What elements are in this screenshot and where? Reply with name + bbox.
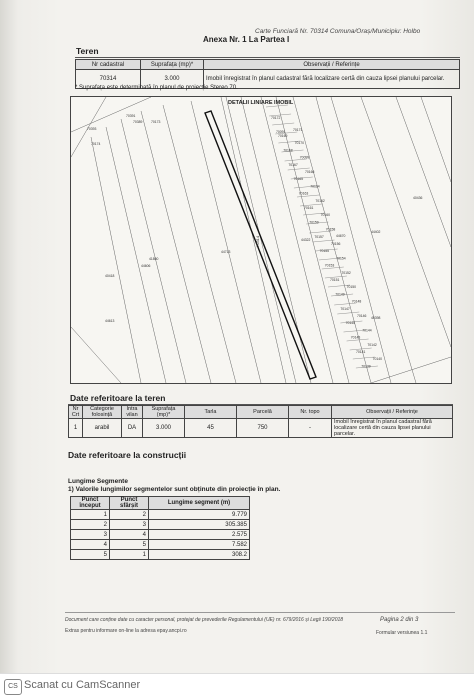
seg-col-length: Lungime segment (m) xyxy=(149,497,250,510)
parcel-label: 70166 xyxy=(305,170,315,174)
parcel-label: 70160 xyxy=(320,213,331,218)
tr-topo: - xyxy=(289,419,332,438)
segment-start: 4 xyxy=(71,540,110,550)
tr-col-intravilan: Intra vilan xyxy=(122,406,143,419)
parcel-label: 70156 xyxy=(331,242,341,246)
parcel-label: 70146 xyxy=(357,314,367,318)
parcel-label: 70150 xyxy=(346,285,357,290)
parcel-label: 70151 xyxy=(330,278,340,282)
parcel-label: 70099 xyxy=(299,155,310,160)
parcel-label: 70172 xyxy=(271,116,281,120)
segment-start: 3 xyxy=(71,530,110,540)
segment-row xyxy=(71,510,250,520)
parcel-label: 70162 xyxy=(315,198,325,203)
parcel-label: 44613 xyxy=(105,319,115,323)
tr-col-tarla: Tarla xyxy=(185,406,237,419)
segmente-table xyxy=(70,496,250,560)
parcel-label: 70159 xyxy=(309,220,319,225)
seg-col-end: Punct sfârșit xyxy=(110,497,149,510)
parcel-label: 70140 xyxy=(372,357,383,362)
tr-col-observatii: Observații / Referințe xyxy=(332,406,453,419)
segment-end: 1 xyxy=(110,550,149,560)
segment-length: 2.575 xyxy=(149,530,250,540)
segment-row xyxy=(71,530,250,540)
segment-length: 305.385 xyxy=(149,520,250,530)
teren-suprafata: 3.000 xyxy=(141,70,204,89)
parcel-map-drawing xyxy=(71,97,451,383)
segment-end: 5 xyxy=(110,540,149,550)
tr-col-suprafata: Suprafața (mp)* xyxy=(143,406,185,419)
segment-row xyxy=(71,550,250,560)
parcel-label: 70149 xyxy=(335,292,345,297)
segmente-title: Lungime Segmente xyxy=(68,478,128,485)
parcel-label: 70142 xyxy=(367,342,377,347)
parcel-label: 70393 xyxy=(87,127,97,131)
anexa-title: Anexa Nr. 1 La Partea I xyxy=(203,35,290,44)
parcel-label: 70157 xyxy=(314,234,324,239)
parcel-label: 70173 xyxy=(151,120,161,124)
tr-intravilan: DA xyxy=(122,419,143,438)
teren-title: Teren xyxy=(76,46,99,56)
parcel-label: 70164 xyxy=(310,184,320,189)
segmente-subtitle: 1) Valorile lungimilor segmentelor sunt obținute din proiecție în plan. xyxy=(68,486,281,493)
parcel-label: 70141 xyxy=(356,350,366,354)
parcel-label: 70147 xyxy=(340,306,350,311)
segment-start: 1 xyxy=(71,510,110,520)
footer-version: Formular versiunea 1.1 xyxy=(376,630,428,636)
parcel-map xyxy=(70,96,452,384)
segment-length: 308.2 xyxy=(149,550,250,560)
tr-parcela: 750 xyxy=(237,419,289,438)
parcel-label: 70153 xyxy=(324,263,335,268)
segment-end: 2 xyxy=(110,510,149,520)
parcel-label: 40436 xyxy=(413,196,423,200)
carte-funciara-header: Carte Funciară Nr. 70314 Comuna/Oraș/Municipiu: Holbo xyxy=(255,28,421,35)
parcel-label: 70091 xyxy=(276,130,286,134)
teren-col-nr: Nr cadastral xyxy=(76,60,141,70)
segment-row xyxy=(71,520,250,530)
segment-start: 2 xyxy=(71,520,110,530)
tr-col-topo: Nr. topo xyxy=(289,406,332,419)
teren-col-observatii: Observații / Referințe xyxy=(204,60,460,70)
teren-rule xyxy=(75,57,460,58)
parcel-label: 70163 xyxy=(298,191,309,196)
parcel-label: 70170 xyxy=(294,141,305,146)
parcel-label: 70169 xyxy=(278,134,288,138)
teren-ref-title: Date referitoare la teren xyxy=(70,393,166,403)
parcel-label: 70174 xyxy=(91,142,101,146)
teren-ref-table xyxy=(68,405,453,438)
parcel-label: 44402 xyxy=(371,230,381,234)
parcel-label: 70389 xyxy=(133,120,143,124)
parcel-label: 44713 xyxy=(221,250,231,254)
parcel-label: 44670 xyxy=(336,234,346,238)
parcel-label: 70143 xyxy=(350,335,361,340)
parcel-label: 70145 xyxy=(345,321,356,326)
constructii-title: Date referitoare la construcții xyxy=(68,450,187,460)
tr-nr: 1 xyxy=(69,419,83,438)
tr-suprafata: 3.000 xyxy=(143,419,185,438)
camscanner-text: Scanat cu CamScanner xyxy=(24,679,141,691)
camscanner-logo: CS xyxy=(4,679,22,695)
parcel-label: 40418 xyxy=(105,274,115,278)
footer-page: Pagina 2 din 3 xyxy=(380,617,419,623)
parcel-label: 70155 xyxy=(319,249,330,254)
segment-end: 3 xyxy=(110,520,149,530)
teren-col-suprafata: Suprafața (mp)* xyxy=(141,60,204,70)
seg-col-start: Punct început xyxy=(71,497,110,510)
parcel-label: 70391 xyxy=(126,114,136,118)
footer-rule xyxy=(65,612,455,613)
parcel-label: 40398 xyxy=(371,316,381,320)
teren-nr-cadastral: 70314 xyxy=(76,70,141,89)
segment-row xyxy=(71,540,250,550)
parcel-label: 44606 xyxy=(141,264,151,268)
tr-categorie: arabil xyxy=(83,419,122,438)
parcel-label: 70167 xyxy=(288,162,298,167)
parcel-label: 70171 xyxy=(293,128,303,132)
parcel-label: 70144 xyxy=(362,328,372,333)
parcel-label: 41860 xyxy=(149,257,159,261)
main-parcel-label: 70314 xyxy=(255,235,260,247)
camscanner-bar xyxy=(0,673,474,700)
parcel-label: 70161 xyxy=(304,206,314,210)
parcel-label: 70158 xyxy=(325,227,336,232)
parcel-label: 44322 xyxy=(301,238,311,242)
segment-end: 4 xyxy=(110,530,149,540)
tr-col-categorie: Categorie folosință xyxy=(83,406,122,419)
teren-observatii: Imobil înregistrat în planul cadastral fără localizare certă din cauza lipsei planului parcelar. xyxy=(204,70,460,89)
segmente-rows xyxy=(71,510,250,560)
segment-start: 5 xyxy=(71,550,110,560)
parcel-label: 70139 xyxy=(361,364,371,369)
tr-observatii: Imobil înregistrat în planul cadastral fără localizare certă din cauza lipsei planului parcelar. xyxy=(332,419,453,438)
parcel-label: 70152 xyxy=(341,270,351,275)
parcel-label: 70148 xyxy=(351,299,362,304)
parcel-label: 70165 xyxy=(293,177,304,182)
segment-length: 9.779 xyxy=(149,510,250,520)
footer-extras: Extras pentru informare on-line la adresa epay.ancpi.ro xyxy=(65,628,187,634)
parcel-label: 70154 xyxy=(336,256,346,261)
map-title: DETALII LINIARE IMOBIL xyxy=(228,100,294,106)
teren-note: * Suprafața este determinată în planul de proiecție Stereo 70. xyxy=(75,85,238,91)
parcel-label: 70168 xyxy=(283,148,293,153)
tr-col-parcela: Parcelă xyxy=(237,406,289,419)
tr-tarla: 45 xyxy=(185,419,237,438)
segment-length: 7.582 xyxy=(149,540,250,550)
tr-col-nr: Nr Crt xyxy=(69,406,83,419)
footer-disclaimer: Document care conține date cu caracter personal, protejat de prevederile Regulamentului (UE) nr. 679/2016 și Legii 190/2018 xyxy=(65,617,344,623)
